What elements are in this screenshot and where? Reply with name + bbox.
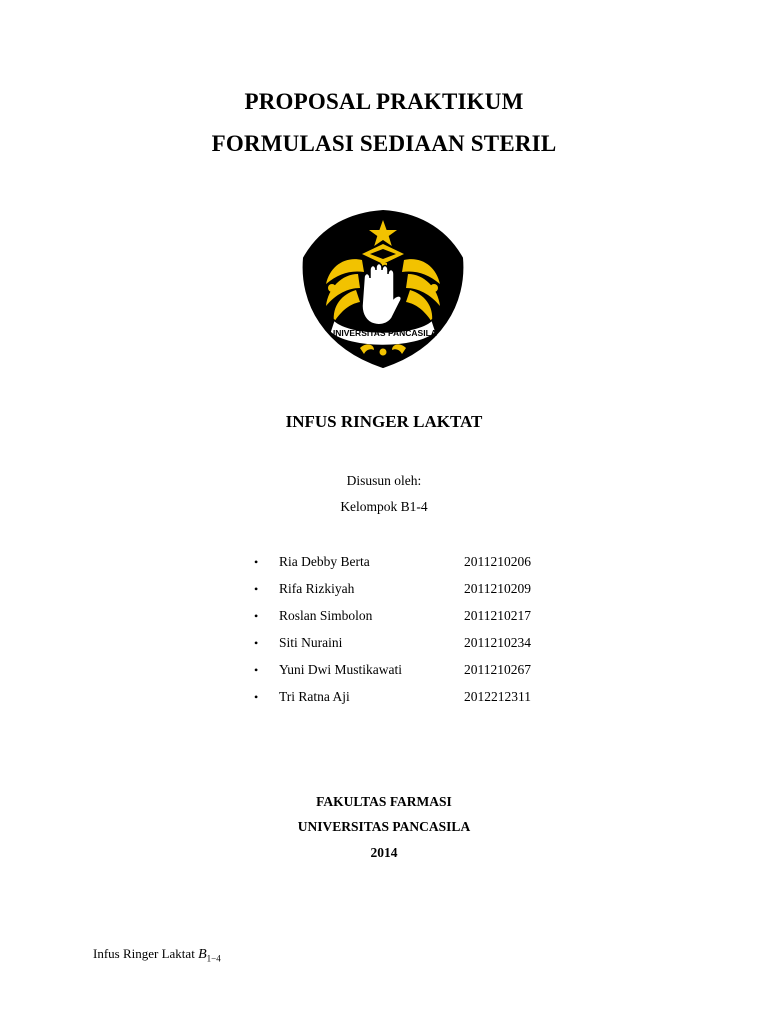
bullet-icon: • bbox=[254, 609, 259, 623]
bullet-icon: • bbox=[254, 690, 259, 704]
bullet-icon: • bbox=[254, 555, 259, 569]
university-name: UNIVERSITAS PANCASILA bbox=[297, 819, 471, 834]
faculty-name: FAKULTAS FARMASI bbox=[316, 794, 452, 809]
member-name: Siti Nuraini bbox=[279, 635, 343, 650]
document-subtitle: FORMULASI SEDIAAN STERIL bbox=[211, 131, 557, 156]
bullet-icon: • bbox=[254, 663, 259, 677]
member-name: Ria Debby Berta bbox=[279, 554, 370, 569]
member-name: Rifa Rizkiyah bbox=[279, 581, 355, 596]
footer-text: Infus Ringer Laktat bbox=[93, 946, 195, 961]
member-nim: 2011210267 bbox=[464, 662, 531, 677]
bullet-icon: • bbox=[254, 582, 259, 596]
footer-math-subscript: 1−4 bbox=[206, 953, 221, 964]
bullet-icon: • bbox=[254, 636, 259, 650]
member-nim: 2012212311 bbox=[464, 689, 531, 704]
group-label: Kelompok B1-4 bbox=[340, 499, 428, 514]
composed-by-label: Disusun oleh: bbox=[346, 473, 422, 488]
universitas-pancasila-emblem-icon bbox=[300, 208, 466, 370]
member-nim: 2011210217 bbox=[464, 608, 531, 623]
document-title: PROPOSAL PRAKTIKUM bbox=[244, 89, 524, 114]
emblem-text: UNIVERSITAS PANCASILA bbox=[329, 328, 437, 338]
page-footer bbox=[93, 946, 221, 964]
footer-math-base: B bbox=[198, 947, 207, 962]
document-year: 2014 bbox=[370, 845, 398, 860]
member-name: Yuni Dwi Mustikawati bbox=[279, 662, 402, 677]
member-name: Tri Ratna Aji bbox=[279, 689, 350, 704]
member-name: Roslan Simbolon bbox=[279, 608, 373, 623]
member-nim: 2011210209 bbox=[464, 581, 531, 596]
member-nim: 2011210234 bbox=[464, 635, 531, 650]
member-nim: 2011210206 bbox=[464, 554, 531, 569]
subject-heading: INFUS RINGER LAKTAT bbox=[285, 412, 483, 431]
